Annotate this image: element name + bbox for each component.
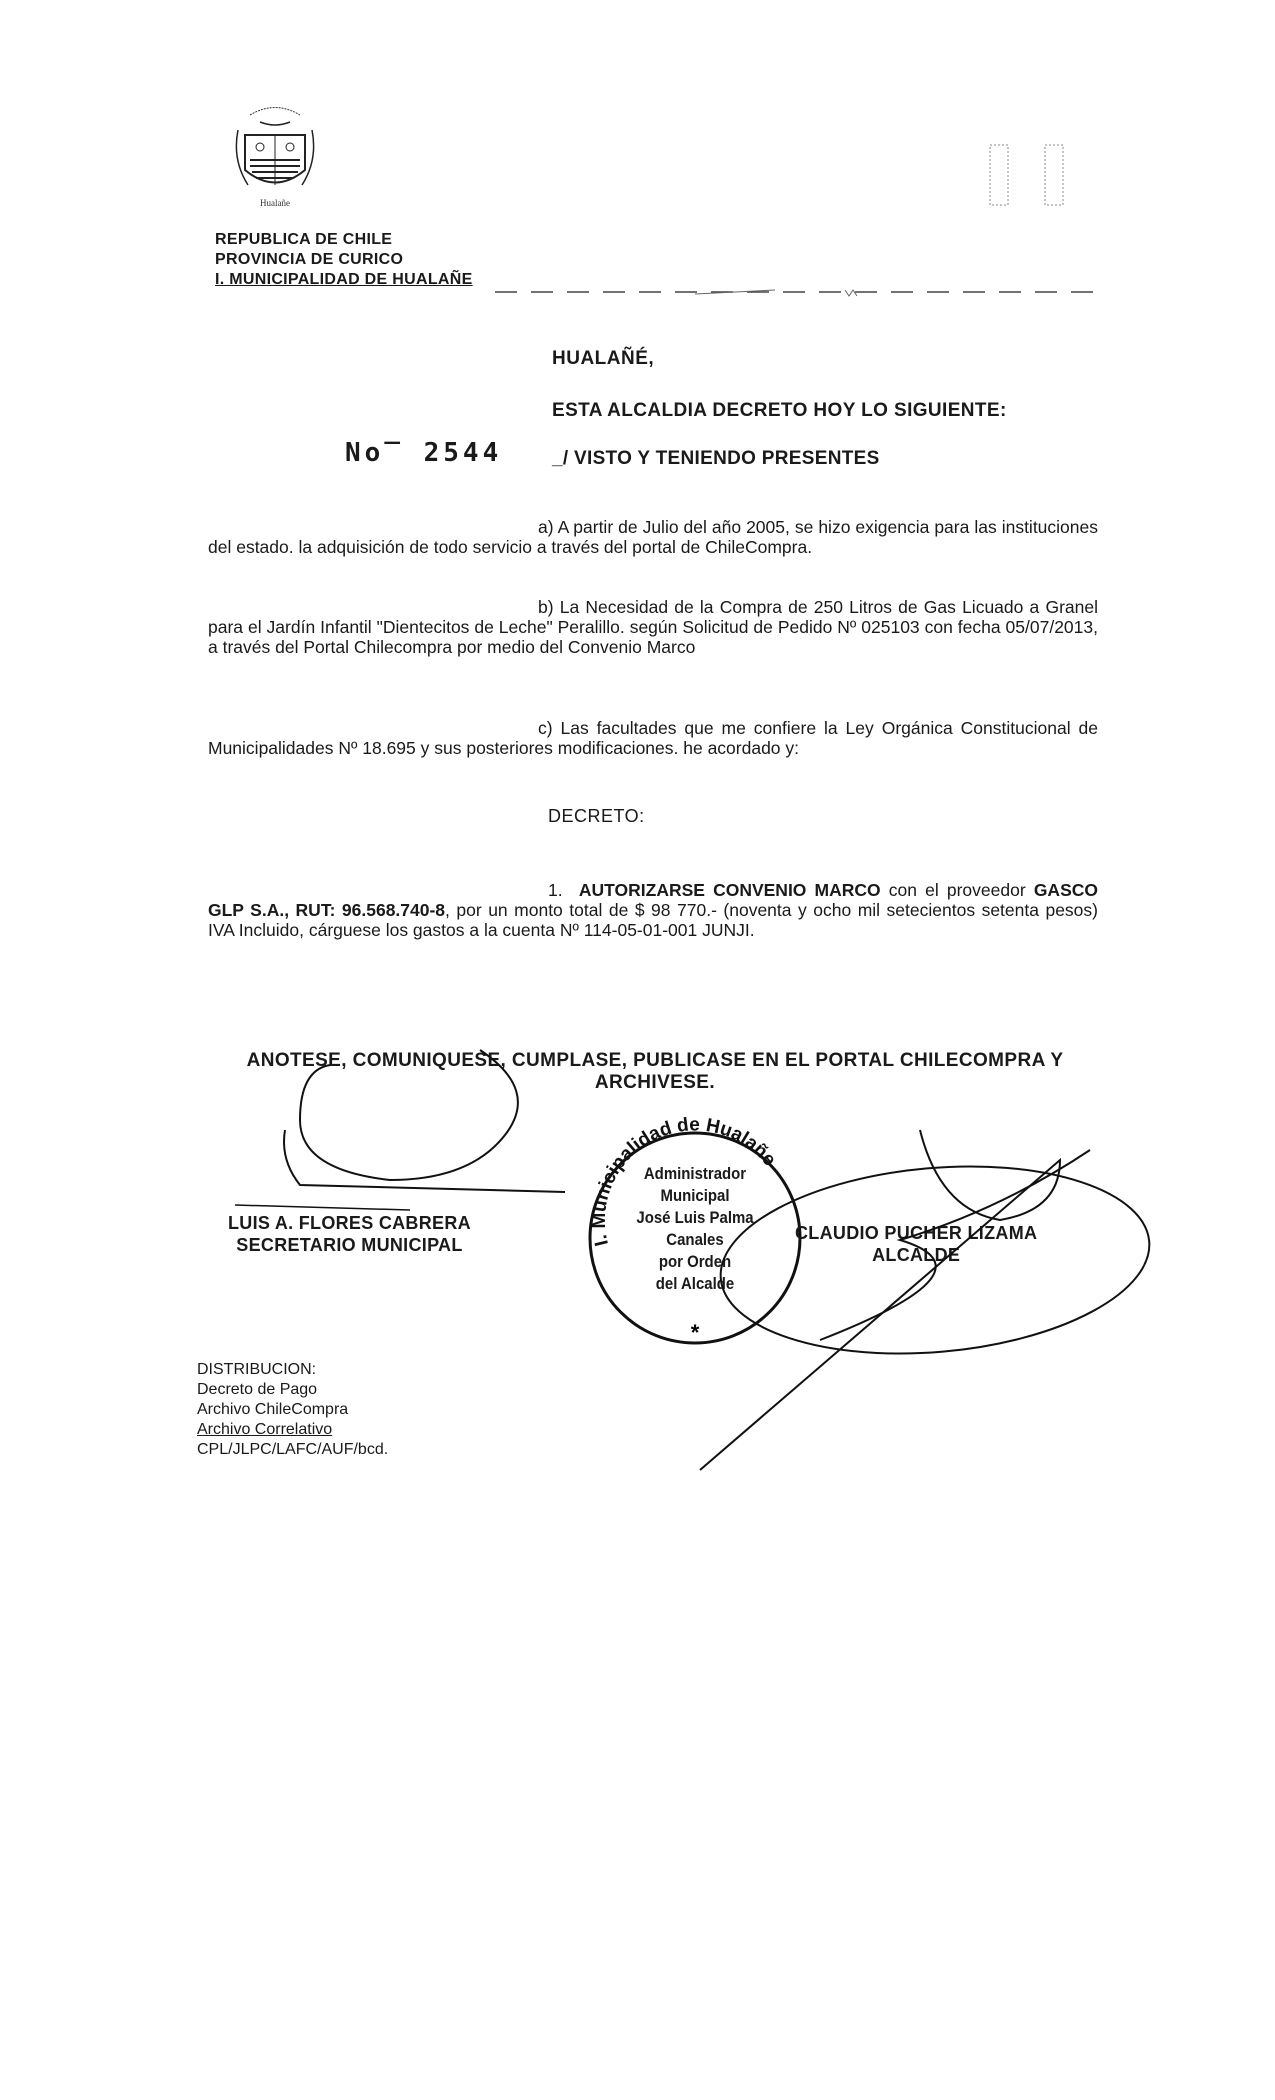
distribution-item: CPL/JLPC/LAFC/AUF/bcd.: [197, 1441, 389, 1458]
margin-stamp-mark: [985, 140, 1075, 210]
decree-number-prefix: No: [345, 438, 385, 468]
decree-number: No‾ 2544: [345, 438, 503, 468]
decree-item-1: 1. AUTORIZARSE CONVENIO MARCO con el proveedor GASCO GLP S.A., RUT: 96.568.740-8, por un monto total de $ 98 770.- (noventa y ocho mil setecientos setenta pesos) IVA Incluido, cárguese los gastos a la cuenta Nº 114-05-01-001 JUNJI.: [208, 880, 1098, 940]
decreto-heading: DECRETO:: [548, 806, 645, 826]
header-line-province: PROVINCIA DE CURICO: [215, 251, 404, 268]
seal-ring-text: I. Municipalidad de Hualañe: [588, 1114, 780, 1248]
signature-mayor: [795, 1222, 1037, 1266]
header-line-municipality: I. MUNICIPALIDAD DE HUALAÑE: [215, 271, 473, 288]
signature-secretary: [228, 1212, 471, 1256]
seal-star: *: [690, 1320, 700, 1345]
city-heading: HUALAÑÉ,: [552, 348, 655, 369]
visto-heading: _/ VISTO Y TENIENDO PRESENTES: [552, 448, 880, 469]
consideration-c: c) Las facultades que me confiere la Ley Orgánica Constitucional de Municipalidades Nº 18.695 y sus posteriores modificaciones. he acordado y:: [208, 718, 1098, 758]
distribution-list: [197, 1360, 388, 1460]
header-dashed-rule: [215, 288, 1105, 308]
distribution-item: Archivo Correlativo: [197, 1421, 333, 1438]
signer-name-left: LUIS A. FLORES CABRERA: [228, 1213, 471, 1233]
consideration-a: a) A partir de Julio del año 2005, se hizo exigencia para las instituciones del estado. la adquisición de todo servicio a través del portal de ChileCompra.: [208, 517, 1098, 557]
distribution-title: DISTRIBUCION:: [197, 1361, 317, 1378]
coat-of-arms-caption: Hualañe: [260, 198, 290, 208]
distribution-item: Archivo ChileCompra: [197, 1401, 349, 1418]
decree-intro: ESTA ALCALDIA DECRETO HOY LO SIGUIENTE:: [552, 400, 1007, 421]
coat-of-arms-logo: [230, 100, 320, 210]
signer-title-left: SECRETARIO MUNICIPAL: [236, 1235, 463, 1255]
header-line-country: REPUBLICA DE CHILE: [215, 231, 393, 248]
decree-number-value: 2544: [423, 438, 503, 468]
closing-statement: ANOTESE, COMUNIQUESE, CUMPLASE, PUBLICASE EN EL PORTAL CHILECOMPRA Y ARCHIVESE.: [246, 1050, 1064, 1093]
distribution-item: Decreto de Pago: [197, 1381, 318, 1398]
issuer-header: [215, 230, 473, 290]
signer-name-right: CLAUDIO PUCHER LIZAMA: [795, 1223, 1038, 1243]
signer-title-right: ALCALDE: [872, 1245, 961, 1265]
consideration-b: b) La Necesidad de la Compra de 250 Litros de Gas Licuado a Granel para el Jardín Infantil "Dientecitos de Leche" Peralillo. según Solicitud de Pedido Nº 025103 con fecha 05/07/2013, a través del Portal Chilecompra por medio del Convenio Marco: [208, 597, 1098, 657]
seal-inner-text: Administrador Municipal José Luis Palma Canales por Orden del Alcalde: [636, 1164, 754, 1293]
